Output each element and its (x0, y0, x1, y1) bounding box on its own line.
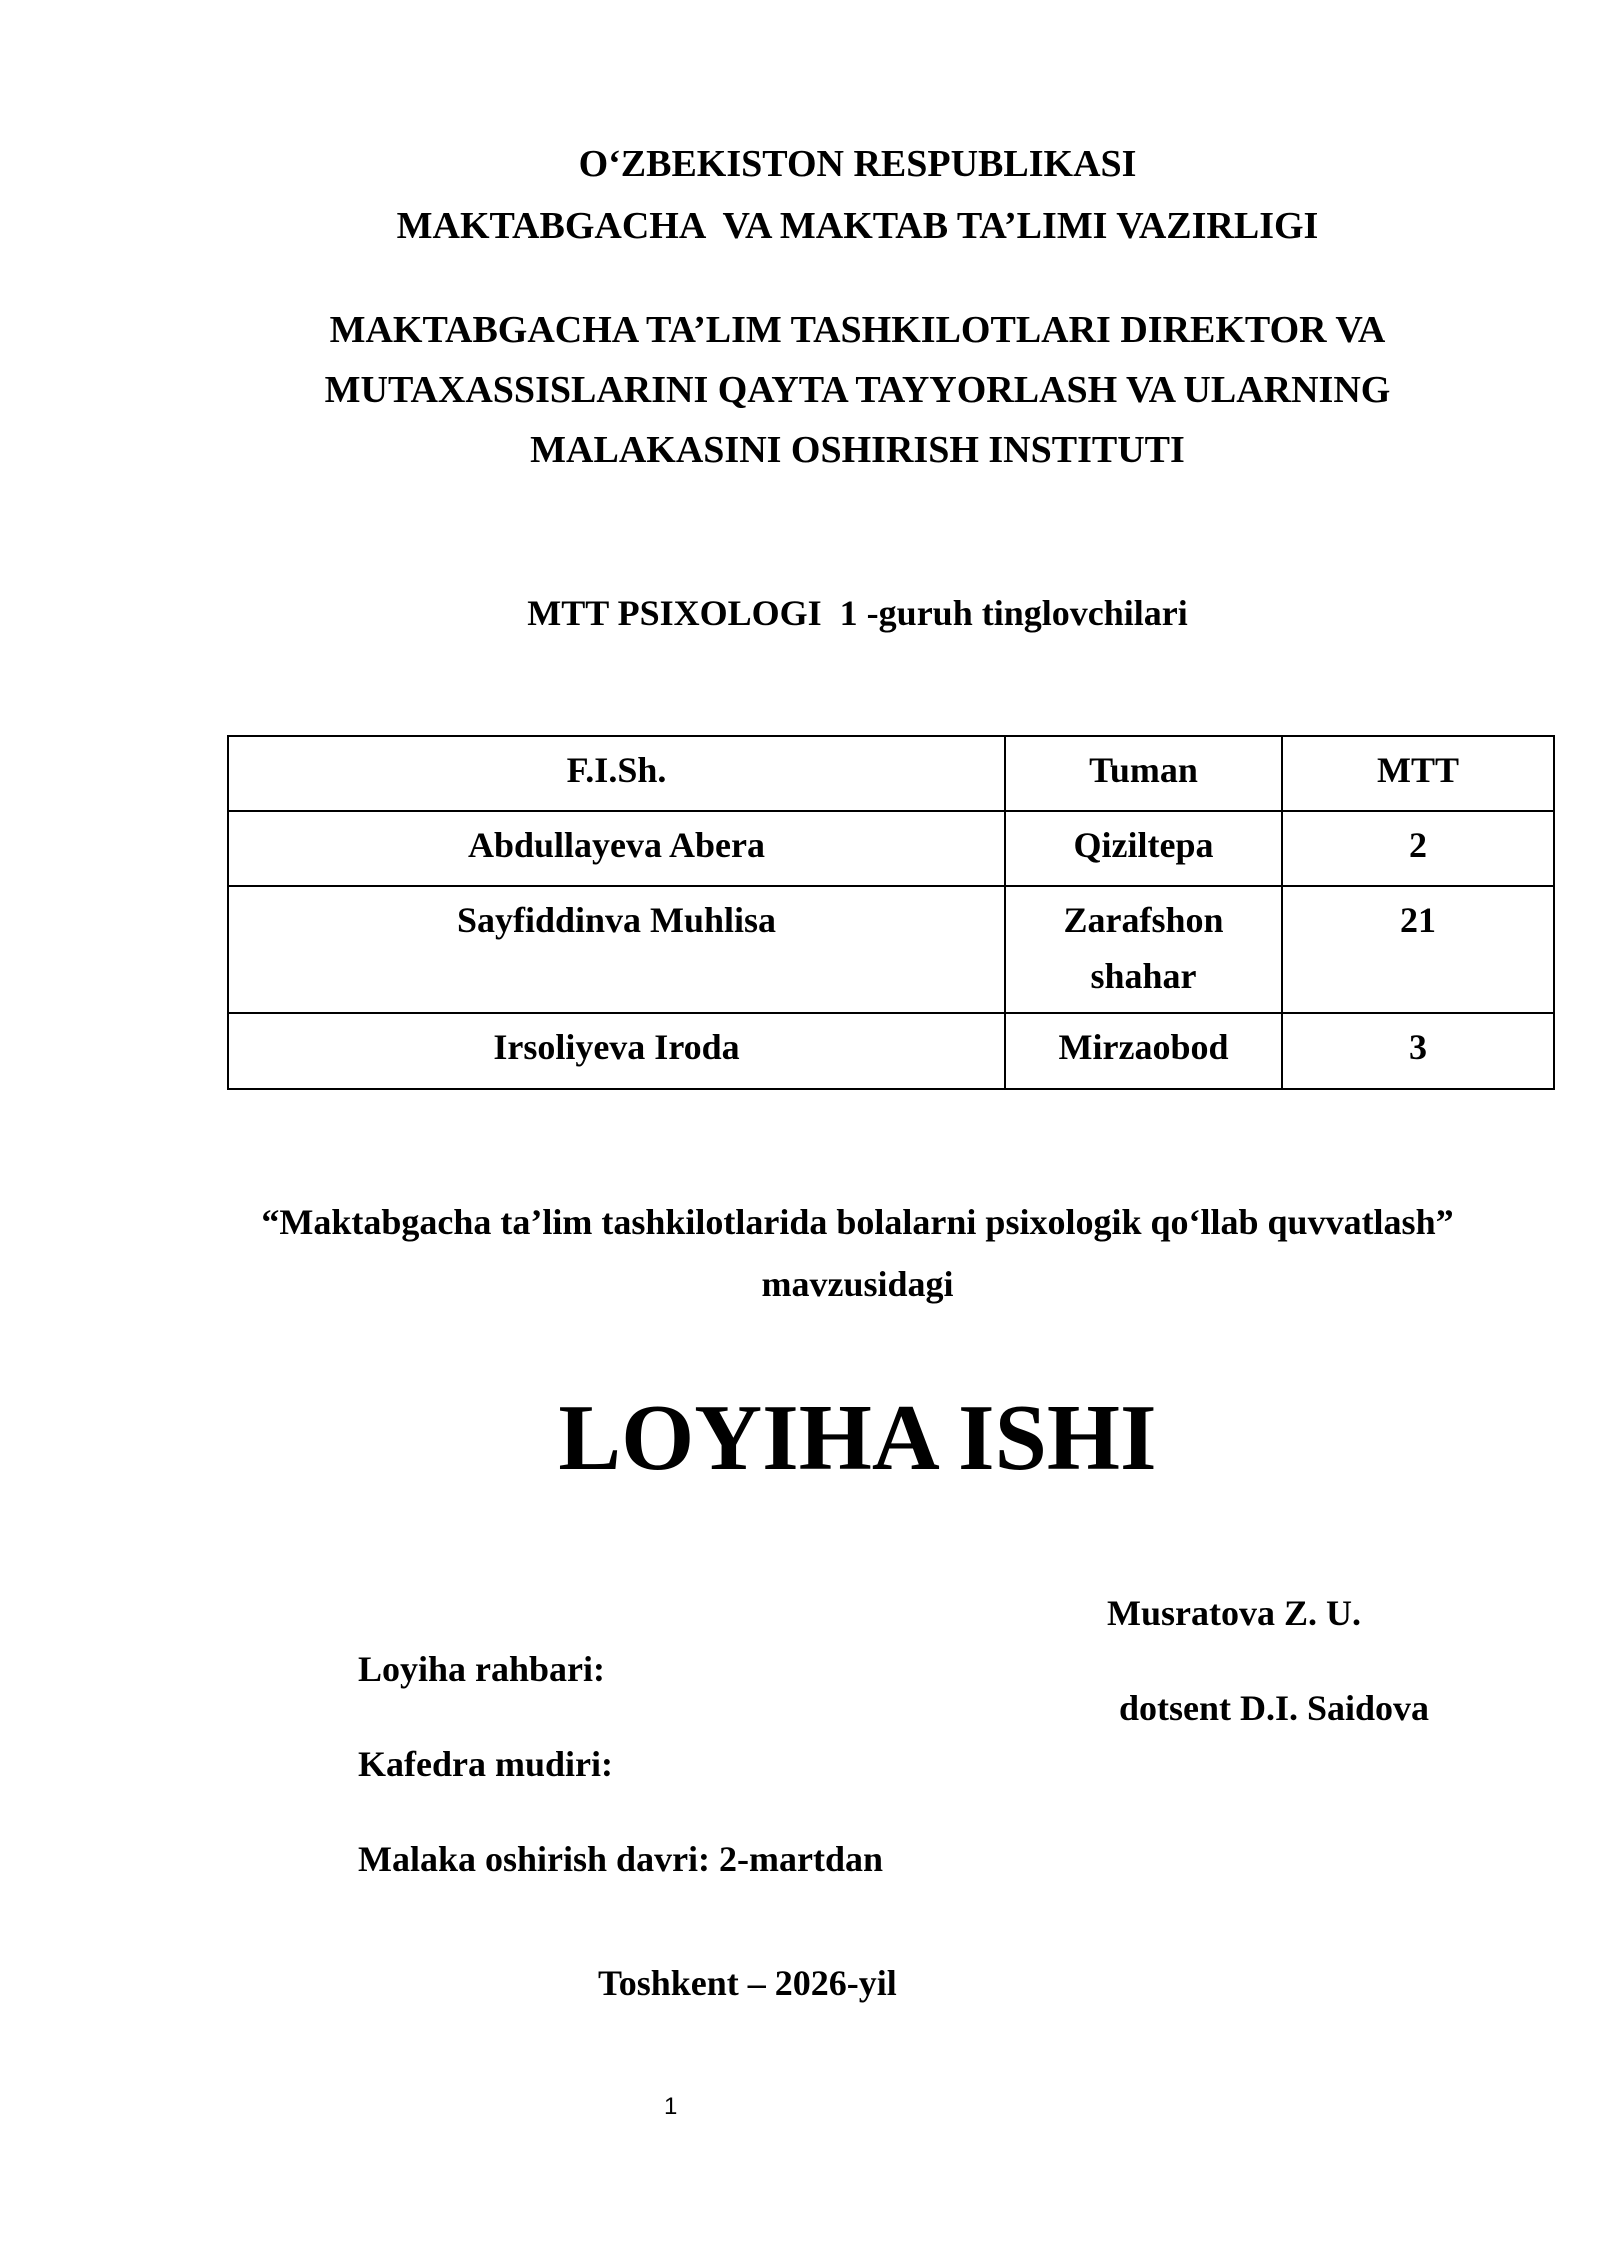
cell-district: Zarafshon shahar (1005, 886, 1282, 1013)
training-period-row (322, 1775, 1486, 1943)
column-header-mtt: MTT (1282, 736, 1554, 811)
cell-name: Sayfiddinva Muhlisa (228, 886, 1005, 1013)
department-head-label: Kafedra mudiri: (358, 1744, 613, 1784)
cell-district: Qiziltepa (1005, 811, 1282, 886)
supervisor-name: Musratova Z. U. (1107, 1593, 1361, 1633)
page-title: LOYIHA ISHI (558, 1386, 1157, 1490)
group-subtitle: MTT PSIXOLOGI 1 -guruh tinglovchilari (527, 593, 1188, 633)
table-row (228, 886, 1554, 1013)
table-row (228, 1013, 1554, 1089)
listeners-table (227, 735, 1555, 1090)
cell-mtt-number: 3 (1282, 1013, 1554, 1089)
institute-title-line1: MAKTABGACHA TA’LIM TASHKILOTLARI DIREKTOR VA (329, 309, 1386, 351)
supervisor-label: Loyiha rahbari: (358, 1649, 606, 1689)
department-head-name: dotsent D.I. Saidova (1119, 1688, 1430, 1728)
institute-title-line2: MUTAXASSISLARINI QAYTA TAYYORLASH VA ULARNING (324, 369, 1391, 411)
table-header-row (228, 736, 1554, 811)
theme-subtitle: mavzusidagi (761, 1264, 954, 1304)
training-period-text: Malaka oshirish davri: 2-martdan (358, 1839, 884, 1879)
column-header-tuman: Tuman (1005, 736, 1282, 811)
cell-mtt-number: 21 (1282, 886, 1554, 1013)
place-and-year: Toshkent – 2026-yil (598, 1963, 897, 2003)
table-row (228, 811, 1554, 886)
cell-district: Mirzaobod (1005, 1013, 1282, 1089)
column-header-fish: F.I.Sh. (228, 736, 1005, 811)
institute-title-line3: MALAKASINI OSHIRISH INSTITUTI (530, 429, 1185, 471)
cell-name: Abdullayeva Abera (228, 811, 1005, 886)
theme-quote: “Maktabgacha ta’lim tashkilotlarida bolalarni psixologik qo‘llab quvvatlash” (261, 1202, 1454, 1242)
cell-mtt-number: 2 (1282, 811, 1554, 886)
cell-name: Irsoliyeva Iroda (228, 1013, 1005, 1089)
page-number: 1 (664, 2093, 678, 2120)
ministry-title-line2: MAKTABGACHA VA MAKTAB TA’LIMI VAZIRLIGI (396, 205, 1319, 247)
ministry-title-line1: O‘ZBEKISTON RESPUBLIKASI (578, 143, 1137, 185)
